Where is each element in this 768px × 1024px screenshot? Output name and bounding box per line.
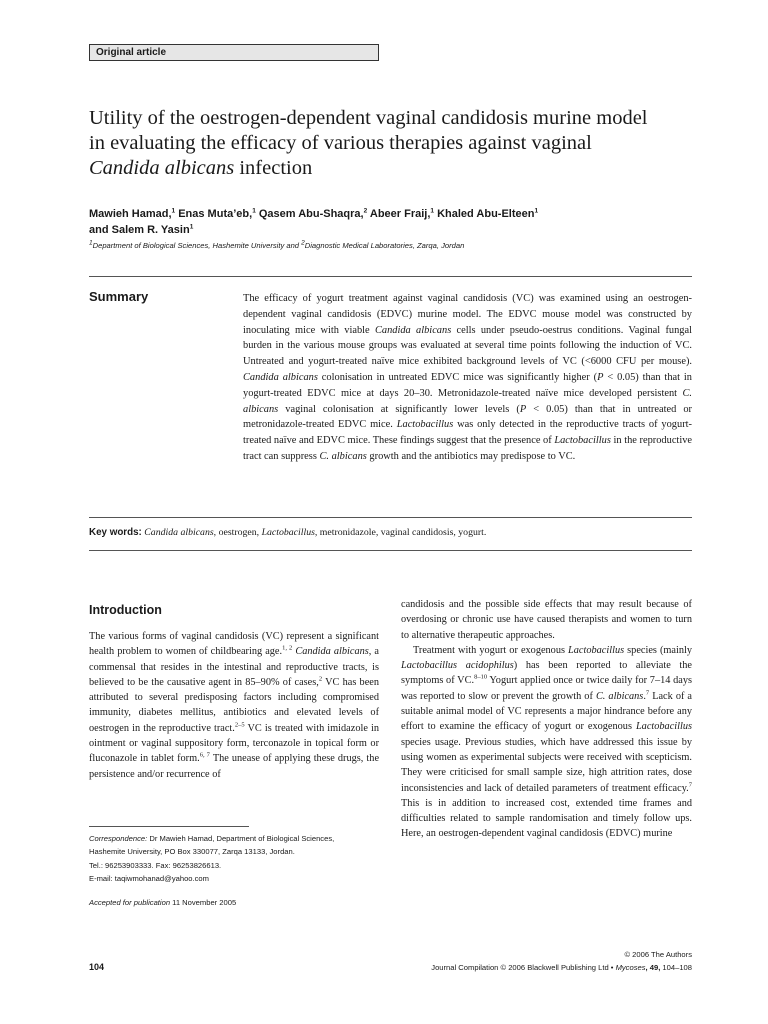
summary-italic: C. albicans bbox=[319, 450, 367, 462]
citation-sup: 7 bbox=[645, 689, 650, 697]
correspondence-line bbox=[89, 832, 389, 845]
divider-summary bbox=[89, 517, 692, 518]
summary-text: in the reproductive tract can suppress bbox=[243, 435, 693, 462]
affil-sup: 1 bbox=[89, 239, 93, 247]
intro-text: VC is treated with imidazole in ointment or vaginal suppository form, terconazole in topical form or fluconazole in tablet form. bbox=[89, 722, 379, 765]
author: Abeer Fraij, bbox=[367, 208, 431, 220]
keyword-text: , metronidazole, vaginal candidosis, yogurt. bbox=[314, 527, 487, 538]
intro-left-column bbox=[89, 629, 379, 782]
divider-keywords bbox=[89, 550, 692, 551]
intro-text: species (mainly bbox=[624, 644, 692, 656]
intro-text: , a commensal that resides in the intestinal and reproductive tracts, is believed to be the causative agent in 85–90% of cases, bbox=[89, 646, 379, 688]
summary-italic: P bbox=[597, 371, 604, 383]
copyright-line: © 2006 The Authors bbox=[624, 950, 692, 959]
keyword-text: , oestrogen, bbox=[213, 527, 262, 538]
journal-name: Mycoses bbox=[615, 963, 646, 973]
footnote-divider bbox=[89, 826, 249, 827]
intro-paragraph bbox=[401, 643, 692, 842]
summary-text: growth and the antibiotics may predispose to VC. bbox=[366, 450, 576, 462]
keyword-italic: Candida albicans bbox=[141, 527, 214, 538]
summary-text: The efficacy of yogurt treatment against vaginal candidosis (VC) was examined using an oestrogen-dependent vaginal candidosis (EDVC) murine model. The EDVC mouse model was constructed by inoculating mice with viable bbox=[243, 293, 692, 336]
correspondence-line: Tel.: 96253903333. Fax: 96253826613. bbox=[89, 860, 222, 870]
author: Enas Muta’eb, bbox=[175, 208, 253, 220]
citation-sup: 1, 2 bbox=[282, 644, 293, 652]
summary-body bbox=[243, 291, 692, 465]
correspondence-line: Hashemite University, PO Box 330077, Zarqa 13133, Jordan. bbox=[89, 847, 295, 857]
intro-text: Treatment with yogurt or exogenous bbox=[413, 644, 569, 656]
keywords bbox=[89, 527, 692, 538]
author: Qasem Abu-Shaqra, bbox=[255, 208, 364, 220]
divider-top bbox=[89, 276, 692, 277]
title-line-2: in evaluating the efficacy of various therapies against vaginal bbox=[89, 132, 592, 154]
journal-pages: 104–108 bbox=[660, 963, 692, 973]
author: Khaled Abu-Elteen bbox=[434, 208, 535, 220]
summary-text: vaginal colonisation at significantly lower levels ( bbox=[278, 403, 520, 415]
accepted-label: Accepted for publication bbox=[89, 898, 171, 907]
summary-text: colonisation in untreated EDVC mice was significantly higher ( bbox=[317, 371, 598, 383]
page-number: 104 bbox=[89, 962, 105, 972]
intro-text: ) has been reported to alleviate the symptoms of VC. bbox=[401, 660, 692, 687]
accepted-date-value: 11 November 2005 bbox=[170, 898, 237, 907]
intro-text: VC has been attributed to several predisposing factors including compromised immunity, diabetes mellitus, antibiotics and elevated levels of oestrogen in the reproductive tract. bbox=[89, 676, 379, 734]
summary-heading: Summary bbox=[89, 289, 149, 304]
intro-right-column bbox=[401, 597, 692, 842]
affiliations bbox=[89, 241, 709, 250]
summary-italic: Candida albicans bbox=[243, 371, 318, 383]
keywords-label: Key words: bbox=[89, 527, 142, 538]
keyword-italic: Lactobacillus bbox=[261, 527, 315, 538]
affil-text: Department of Biological Sciences, Hashemite University and bbox=[92, 241, 302, 250]
intro-text: Yogurt applied once or twice daily for 7–14 days was reported to slow or prevent the growth of bbox=[401, 675, 693, 702]
correspondence-label: Correspondence: bbox=[89, 834, 148, 843]
correspondence-text: Dr Mawieh Hamad, Department of Biological Sciences, bbox=[147, 834, 335, 843]
intro-text: The various forms of vaginal candidosis (VC) represent a significant health problem to women of childbearing age. bbox=[89, 631, 379, 658]
author-affil-sup: 1 bbox=[252, 207, 256, 215]
compilation-text: Journal Compilation © 2006 Blackwell Publishing Ltd • bbox=[431, 963, 616, 973]
affil-text: Diagnostic Medical Laboratories, Zarqa, Jordan bbox=[304, 241, 465, 250]
citation-sup: 6, 7 bbox=[199, 751, 210, 759]
author-list bbox=[89, 206, 709, 238]
summary-italic: Lactobacillus bbox=[554, 435, 611, 447]
citation-sup: 2–5 bbox=[234, 721, 245, 729]
summary-text: cells under pseudo-oestrus conditions. Vaginal fungal burden in the various mouse groups was evaluated at several time points following the induction of VC. Untreated and yogurt-treated naïve mice exhibited background levels of VC (<6000 CFU per mouse). bbox=[243, 324, 692, 368]
summary-italic: Candida albicans bbox=[374, 324, 452, 336]
summary-text: was only detected in the reproductive tracts of yogurt-treated naïve and EDVC mice. These findings suggest that the presence of bbox=[243, 419, 692, 447]
intro-italic: Lactobacillus acidophilus bbox=[401, 660, 514, 672]
intro-text: Lack of a suitable animal model of VC represents a major hindrance before any effort to examine the efficacy of yogurt or exogenous bbox=[401, 690, 693, 733]
summary-text: < 0.05) than that in yogurt-treated EDVC mice at days 20–30. Metronidazole-treated naïve mice developed persistent bbox=[243, 371, 692, 399]
affil-sup: 2 bbox=[301, 239, 305, 247]
intro-text: species usage. Previous studies, which have addressed this issue by using women as experimental subjects were received with scepticism. They were criticised for small sample size, high attrition rates, dose inconsistencies and lack of detailed parameters of treatment efficacy. bbox=[401, 736, 692, 794]
summary-italic: Lactobacillus bbox=[396, 419, 454, 431]
author-affil-sup: 1 bbox=[430, 207, 435, 215]
accepted-date bbox=[89, 898, 236, 907]
citation-sup: 7 bbox=[688, 781, 692, 789]
summary-italic: P bbox=[519, 403, 527, 415]
correspondence-email[interactable]: E-mail: taqiwmohanad@yahoo.com bbox=[89, 873, 209, 883]
title-line-3-rest: infection bbox=[234, 157, 313, 179]
intro-text: The unease of applying these drugs, the persistence and/or recurrence of bbox=[89, 753, 380, 780]
intro-italic: C. albicans bbox=[595, 690, 644, 702]
author: and Salem R. Yasin bbox=[89, 224, 190, 236]
article-title bbox=[89, 106, 709, 181]
intro-paragraph: candidosis and the possible side effects that may result because of overdosing or chronic use have caused therapists and women to turn to alternative therapeutic approaches. bbox=[401, 599, 692, 641]
summary-text: < 0.05) than that in untreated or metronidazole-treated EDVC mice. bbox=[243, 403, 692, 431]
author-affil-sup: 1 bbox=[534, 207, 539, 215]
correspondence-block bbox=[89, 832, 389, 885]
title-line-3-italic: Candida albicans bbox=[89, 157, 235, 179]
author: Mawieh Hamad, bbox=[89, 208, 172, 220]
citation-sup: 8–10 bbox=[474, 674, 488, 682]
article-type-label: Original article bbox=[89, 44, 379, 61]
summary-italic: C. albicans bbox=[243, 387, 692, 415]
intro-paragraph bbox=[89, 629, 379, 782]
citation-sup: 2 bbox=[318, 675, 323, 683]
introduction-heading: Introduction bbox=[89, 603, 162, 617]
author-affil-sup: 1 bbox=[171, 207, 176, 215]
author-affil-sup: 1 bbox=[189, 223, 194, 231]
footer-copyright bbox=[431, 948, 692, 975]
journal-volume: , 49, bbox=[645, 963, 661, 973]
author-affil-sup: 2 bbox=[363, 207, 368, 215]
intro-italic: Lactobacillus bbox=[568, 644, 625, 656]
intro-italic: Candida albicans bbox=[295, 646, 369, 658]
journal-line bbox=[431, 961, 692, 974]
intro-text: . bbox=[643, 690, 646, 702]
intro-text: This is in addition to increased cost, extended time frames and difficulties related to sample randomisation and timely follow ups. Here, an oestrogen-dependent vaginal candidosis (EDVC) murine bbox=[401, 797, 692, 840]
title-line-1: Utility of the oestrogen-dependent vaginal candidosis murine model bbox=[89, 107, 648, 129]
intro-italic: Lactobacillus bbox=[635, 721, 692, 733]
